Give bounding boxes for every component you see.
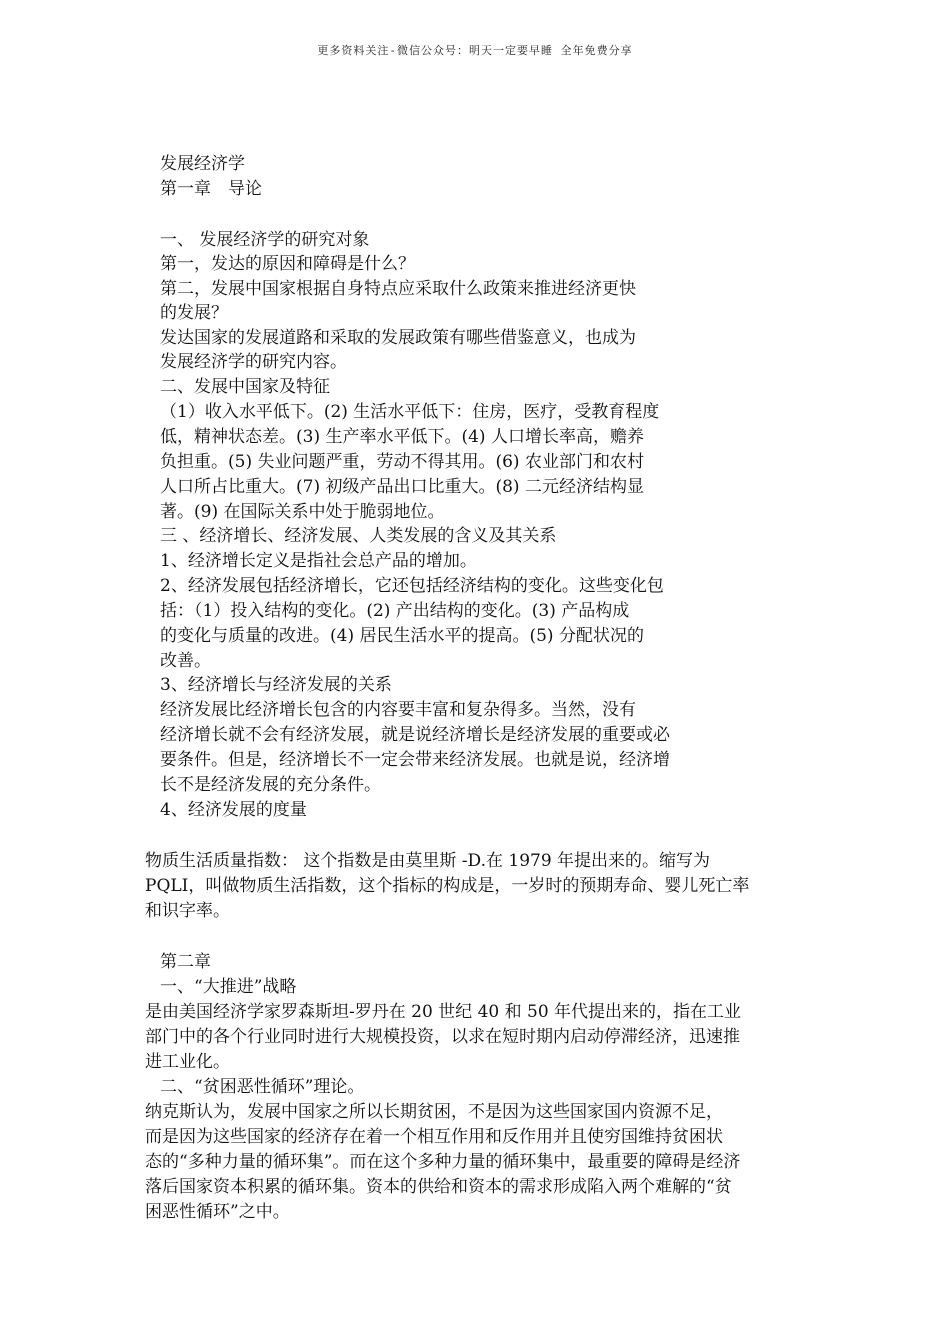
chapter-2-section-1-line: 是由美国经济学家罗森斯坦-罗丹在 20 世纪 40 和 50 年代提出来的，指在工业 [145, 1002, 742, 1022]
chapter-2-section-2-heading: 二、“贫困恶性循环”理论。 [160, 1077, 365, 1097]
section-1-line: 第二，发展中国家根据自身特点应采取什么政策来推进经济更快 [160, 279, 636, 299]
pqli-line: 物质生活质量指数： 这个指数是由莫里斯 -D.在 1979 年提出来的。缩写为 [145, 851, 711, 871]
section-3-line: 改善。 [160, 651, 211, 671]
chapter-1-heading: 第一章 导论 [160, 179, 262, 199]
section-1-line: 发达国家的发展道路和采取的发展政策有哪些借鉴意义，也成为 [160, 328, 636, 348]
section-3-heading: 三 、经济增长、经济发展、人类发展的含义及其关系 [160, 526, 557, 546]
section-3-line: 的变化与质量的改进。(4) 居民生活水平的提高。(5) 分配状况的 [160, 626, 644, 646]
page-header-notice: 更多资料关注-微信公众号：明天一定要早睡 全年免费分享 [317, 44, 633, 57]
section-3-line: 长不是经济发展的充分条件。 [160, 775, 381, 795]
chapter-2-section-1-line: 进工业化。 [145, 1052, 230, 1072]
section-3-line: 3、经济增长与经济发展的关系 [160, 675, 392, 695]
section-2-line: 负担重。(5) 失业问题严重，劳动不得其用。(6) 农业部门和农村 [160, 452, 644, 472]
section-3-line: 括：（1）投入结构的变化。(2) 产出结构的变化。(3) 产品构成 [160, 601, 630, 621]
section-1-line: 第一，发达的原因和障碍是什么？ [160, 254, 415, 274]
chapter-2-section-2-line: 态的“多种力量的循环集”。而在这个多种力量的循环集中，最重要的障碍是经济 [145, 1152, 741, 1172]
chapter-2-section-1-heading: 一、“大推进”战略 [160, 977, 297, 997]
chapter-2-section-1-line: 部门中的各个行业同时进行大规模投资，以求在短时期内启动停滞经济，迅速推 [145, 1027, 740, 1047]
section-2-line: 低，精神状态差。(3) 生产率水平低下。(4) 人口增长率高，赡养 [160, 427, 644, 447]
section-3-line: 1、经济增长定义是指社会总产品的增加。 [160, 551, 477, 571]
chapter-2-section-2-line: 而是因为这些国家的经济存在着一个相互作用和反作用并且使穷国维持贫困状 [145, 1127, 723, 1147]
section-2-line: 人口所占比重大。(7) 初级产品出口比重大。(8) 二元经济结构显 [160, 477, 644, 497]
pqli-line: 和识字率。 [145, 901, 230, 921]
section-2-heading: 二、发展中国家及特征 [160, 377, 330, 397]
chapter-2-heading: 第二章 [160, 952, 211, 972]
section-2-line: 著。(9) 在国际关系中处于脆弱地位。 [160, 502, 445, 522]
section-1-line: 的发展？ [160, 303, 228, 323]
chapter-2-section-2-line: 落后国家资本积累的循环集。资本的供给和资本的需求形成陷入两个难解的“贫 [145, 1177, 732, 1197]
section-1-line: 发展经济学的研究内容。 [160, 352, 347, 372]
section-3-line: 4、经济发展的度量 [160, 800, 307, 820]
section-3-line: 2、经济发展包括经济增长，它还包括经济结构的变化。这些变化包 [160, 576, 664, 596]
chapter-2-section-2-line: 纳克斯认为，发展中国家之所以长期贫困，不是因为这些国家国内资源不足， [145, 1102, 723, 1122]
section-3-line: 经济发展比经济增长包含的内容要丰富和复杂得多。当然，没有 [160, 700, 636, 720]
section-3-line: 要条件。但是，经济增长不一定会带来经济发展。也就是说，经济增 [160, 750, 670, 770]
section-1-heading: 一、 发展经济学的研究对象 [160, 230, 370, 250]
section-3-line: 经济增长就不会有经济发展，就是说经济增长是经济发展的重要或必 [160, 725, 670, 745]
pqli-line: PQLI，叫做物质生活指数，这个指标的构成是，一岁时的预期寿命、婴儿死亡率 [145, 876, 750, 896]
chapter-2-section-2-line: 困恶性循环”之中。 [145, 1202, 290, 1222]
document-title: 发展经济学 [160, 154, 245, 174]
section-2-line: （1）收入水平低下。(2) 生活水平低下：住房，医疗，受教育程度 [160, 402, 660, 422]
